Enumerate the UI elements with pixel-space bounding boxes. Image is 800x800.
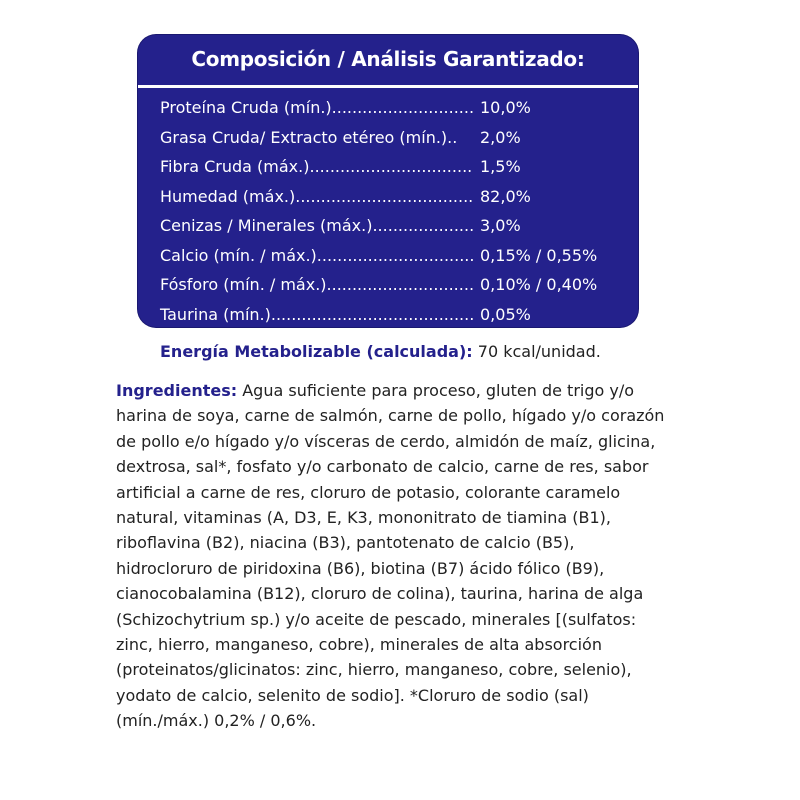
analysis-label: Humedad (máx.) bbox=[160, 186, 296, 206]
analysis-label: Taurina (mín.) bbox=[160, 304, 271, 324]
analysis-value: 10,0% bbox=[480, 98, 531, 118]
ingredients-line bbox=[116, 657, 676, 682]
ingredients-line bbox=[116, 632, 676, 657]
analysis-rows bbox=[160, 93, 630, 329]
analysis-row bbox=[160, 300, 630, 330]
ingredients-line bbox=[116, 683, 676, 708]
ingredients-line bbox=[116, 454, 676, 479]
energy-value: 70 kcal/unidad. bbox=[472, 342, 601, 361]
analysis-row bbox=[160, 182, 630, 212]
analysis-row bbox=[160, 270, 630, 300]
ingredients-label: Ingredientes: bbox=[116, 381, 238, 400]
ingredients-text: dextrosa, sal*, fosfato y/o carbonato de calcio, carne de res, sabor bbox=[116, 457, 649, 477]
ingredients-text: (mín./máx.) 0,2% / 0,6%. bbox=[116, 711, 317, 731]
ingredients-text: cianocobalamina (B12), cloruro de colina), taurina, harina de alga bbox=[116, 584, 644, 604]
ingredients-line bbox=[116, 480, 676, 505]
analysis-label: Calcio (mín. / máx.) bbox=[160, 245, 317, 265]
leader-dots: ............................... bbox=[316, 245, 475, 265]
panel-title: Composición / Análisis Garantizado: bbox=[191, 47, 585, 71]
ingredients-line bbox=[116, 607, 676, 632]
ingredients-text: riboflavina (B2), niacina (B3), pantotenato de calcio (B5), bbox=[116, 533, 575, 553]
ingredients-text: natural, vitaminas (A, D3, E, K3, mononitrato de tiamina (B1), bbox=[116, 508, 611, 528]
analysis-panel bbox=[138, 35, 638, 327]
analysis-label: Proteína Cruda (mín.) bbox=[160, 98, 332, 118]
ingredients-line bbox=[116, 556, 676, 581]
ingredients-text: yodato de calcio, selenito de sodio]. *Cloruro de sodio (sal) bbox=[116, 685, 589, 705]
analysis-row bbox=[160, 211, 630, 241]
ingredients-text: artificial a carne de res, cloruro de potasio, colorante caramelo bbox=[116, 482, 621, 502]
ingredients-text: harina de soya, carne de salmón, carne de pollo, hígado y/o corazón bbox=[116, 406, 665, 426]
analysis-label: Cenizas / Minerales (máx.) bbox=[160, 216, 373, 236]
energy-label: Energía Metabolizable (calculada): bbox=[160, 342, 473, 361]
analysis-label: Fósforo (mín. / máx.) bbox=[160, 275, 327, 295]
analysis-value: 0,15% / 0,55% bbox=[480, 245, 598, 265]
leader-dots: ............................ bbox=[331, 98, 475, 118]
ingredients-text: (Schizochytrium sp.) y/o aceite de pescado, minerales [(sulfatos: bbox=[116, 609, 637, 629]
analysis-row bbox=[160, 93, 630, 123]
ingredients-line bbox=[116, 581, 676, 606]
ingredients-text: zinc, hierro, manganeso, cobre), minerales de alta absorción bbox=[116, 635, 602, 655]
ingredients-line bbox=[116, 708, 676, 733]
analysis-row bbox=[160, 241, 630, 271]
leader-dots: .................... bbox=[372, 216, 475, 236]
ingredients-text: (proteinatos/glicinatos: zinc, hierro, manganeso, cobre, selenio), bbox=[116, 660, 632, 680]
ingredients-text: Agua suficiente para proceso, gluten de trigo y/o bbox=[237, 381, 635, 400]
ingredients-line bbox=[116, 530, 676, 555]
analysis-value: 1,5% bbox=[480, 157, 521, 177]
analysis-label: Grasa Cruda/ Extracto etéreo (mín.) bbox=[160, 127, 448, 147]
ingredients-line bbox=[116, 429, 676, 454]
ingredients-line bbox=[116, 378, 676, 403]
ingredients-text: hidrocloruro de piridoxina (B6), biotina (B7) ácido fólico (B9), bbox=[116, 558, 605, 578]
ingredients-line bbox=[116, 403, 676, 428]
leader-dots: ................................ bbox=[309, 157, 473, 177]
leader-dots: ........................................ bbox=[270, 304, 475, 324]
title-divider bbox=[138, 85, 638, 88]
analysis-row bbox=[160, 123, 630, 153]
analysis-label: Fibra Cruda (máx.) bbox=[160, 157, 310, 177]
ingredients-line bbox=[116, 505, 676, 530]
leader-dots: ............................. bbox=[326, 275, 475, 295]
leader-dots: .. bbox=[447, 127, 458, 147]
analysis-value: 3,0% bbox=[480, 216, 521, 236]
analysis-value: 82,0% bbox=[480, 186, 531, 206]
analysis-value: 2,0% bbox=[480, 127, 521, 147]
ingredients-block bbox=[116, 378, 676, 734]
analysis-value: 0,05% bbox=[480, 304, 531, 324]
analysis-value: 0,10% / 0,40% bbox=[480, 275, 598, 295]
leader-dots: ................................... bbox=[295, 186, 474, 206]
energy-line bbox=[160, 342, 601, 361]
ingredients-text: de pollo e/o hígado y/o vísceras de cerdo, almidón de maíz, glicina, bbox=[116, 431, 656, 451]
analysis-row bbox=[160, 152, 630, 182]
